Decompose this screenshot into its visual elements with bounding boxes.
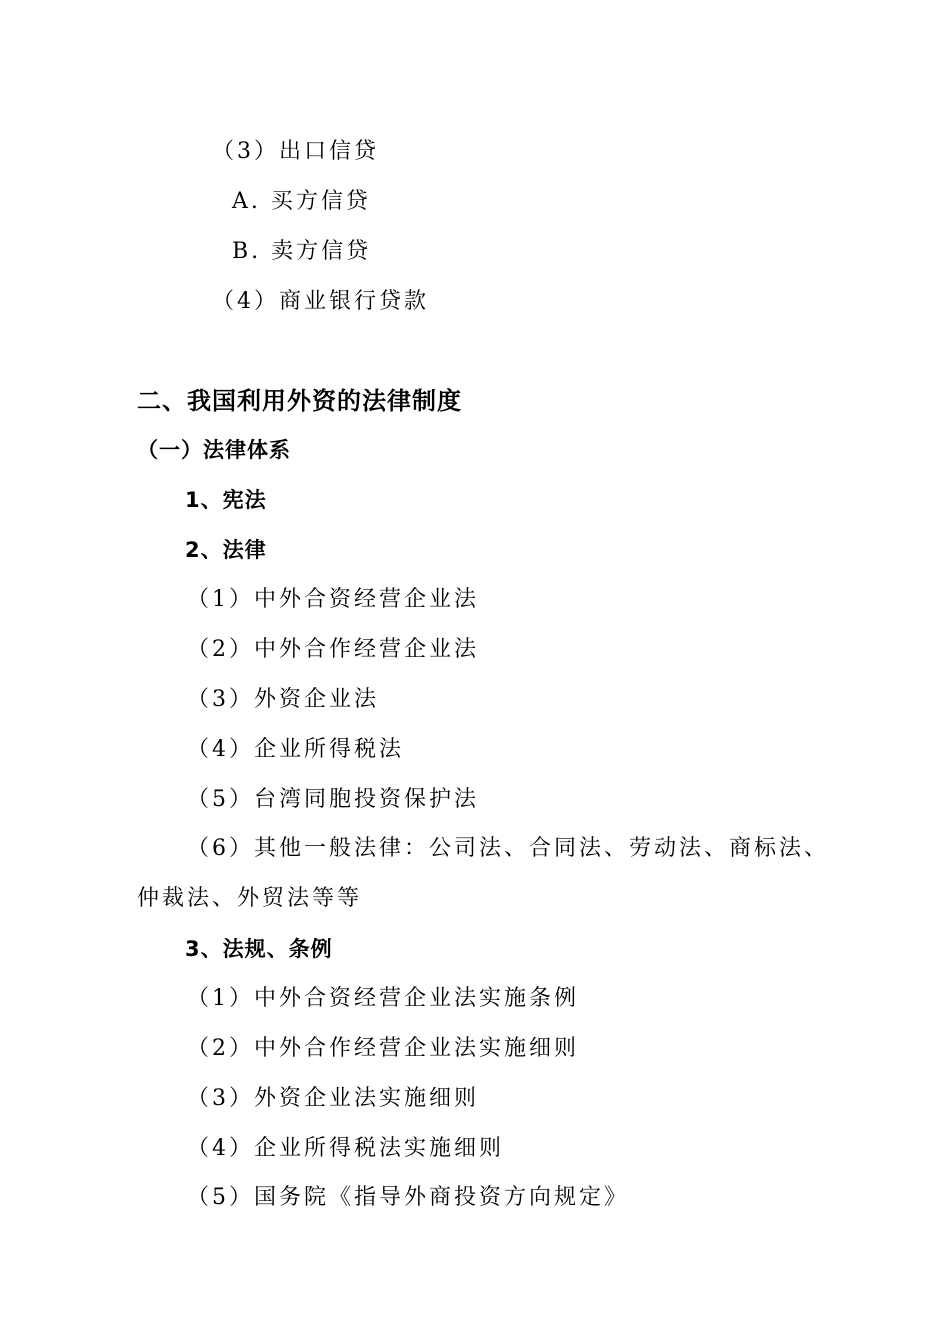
list-item-seller-credit: B. 卖方信贷 — [232, 239, 372, 264]
subsection-heading: （一）法律体系 — [137, 438, 291, 462]
section-heading: 二、我国利用外资的法律制度 — [137, 387, 462, 415]
list-item-law-6-line2: 仲裁法、外贸法等等 — [137, 886, 363, 911]
item-heading-constitution: 1、宪法 — [185, 488, 267, 512]
list-item-law-4: （4）企业所得税法 — [187, 737, 404, 762]
list-item-regulation-1: （1）中外合资经营企业法实施条例 — [187, 986, 579, 1011]
list-item-buyer-credit: A. 买方信贷 — [232, 189, 371, 214]
list-item-regulation-3: （3）外资企业法实施细则 — [187, 1086, 479, 1111]
list-item-commercial-bank-loan: （4）商业银行贷款 — [212, 289, 429, 314]
list-item-regulation-4: （4）企业所得税法实施细则 — [187, 1136, 504, 1161]
list-item-export-credit: （3）出口信贷 — [212, 139, 379, 164]
list-item-regulation-2: （2）中外合作经营企业法实施细则 — [187, 1036, 579, 1061]
list-item-regulation-5: （5）国务院《指导外商投资方向规定》 — [187, 1185, 629, 1210]
list-item-law-1: （1）中外合资经营企业法 — [187, 587, 479, 612]
item-heading-regulations: 3、法规、条例 — [185, 937, 333, 961]
list-item-law-5: （5）台湾同胞投资保护法 — [187, 787, 479, 812]
item-heading-law: 2、法律 — [185, 538, 267, 562]
list-item-law-2: （2）中外合作经营企业法 — [187, 637, 479, 662]
list-item-law-3: （3）外资企业法 — [187, 687, 379, 712]
list-item-law-6-line1: （6）其他一般法律：公司法、合同法、劳动法、商标法、 — [187, 836, 829, 861]
